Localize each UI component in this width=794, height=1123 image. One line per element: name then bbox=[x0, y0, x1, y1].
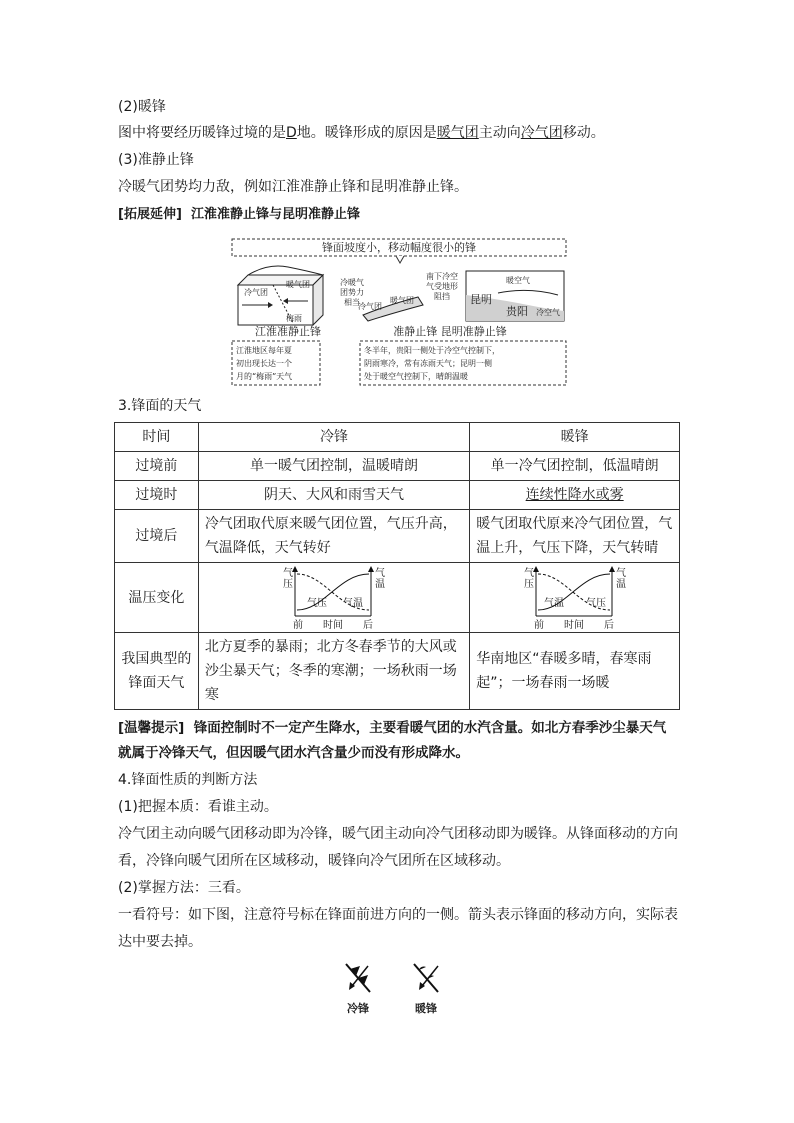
warm-chart-cell bbox=[470, 563, 680, 633]
right-warm: 暖空气 bbox=[506, 276, 530, 285]
para-symbol-1: 一看符号：如下图，注意符号标在锋面前进方向的一侧。箭头表示锋面的移动方向，实际表 bbox=[118, 907, 678, 923]
para-essence: (1)把握本质：看谁主动。 bbox=[118, 799, 278, 815]
cold-front-chart bbox=[279, 566, 389, 630]
warm-cell bbox=[470, 481, 680, 510]
y-left-1: 气 bbox=[283, 567, 294, 579]
heading-stationary-front: (3)准静止锋 bbox=[118, 152, 194, 168]
mid-cold: 冷气团 bbox=[358, 302, 382, 311]
table-header-cell: 暖锋 bbox=[470, 423, 680, 452]
y-left-2: 压 bbox=[523, 578, 534, 590]
x-tick-1: 前 bbox=[533, 619, 544, 630]
extension-tag: [拓展延伸] bbox=[118, 207, 182, 222]
text-segment: 地。暖锋形成的原因是 bbox=[296, 125, 437, 141]
extension-title: 江淮准静止锋与昆明准静止锋 bbox=[190, 207, 360, 222]
left-caption: 江淮准静止锋 bbox=[255, 325, 321, 338]
answer-cold-mass: 冷气团 bbox=[520, 125, 563, 141]
jianghuai-diagram bbox=[238, 266, 323, 338]
force-2: 团势力 bbox=[340, 288, 364, 297]
note-1: 南下冷空 bbox=[426, 272, 458, 281]
table-row bbox=[115, 452, 680, 481]
text-segment: 主动向 bbox=[478, 125, 521, 141]
tip-text-1: 锋面控制时不一定产生降水，主要看暖气团的水汽含量。如北方春季沙尘暴天气 bbox=[193, 720, 667, 736]
left-note-2: 初出现长达一个 bbox=[236, 359, 292, 368]
figure-svg bbox=[228, 235, 568, 387]
heading-judgement: 4.锋面性质的判断方法 bbox=[118, 772, 258, 788]
cloud-outline bbox=[248, 266, 323, 275]
cold-cell: 阴天、大风和雨雪天气 bbox=[198, 481, 469, 510]
table-row bbox=[115, 481, 680, 510]
table-row bbox=[115, 633, 680, 710]
table-row bbox=[115, 510, 680, 563]
note-3: 阻挡 bbox=[434, 292, 450, 301]
middle-schematic bbox=[340, 271, 458, 321]
para-method: (2)掌握方法：三看。 bbox=[118, 880, 250, 896]
para-symbol-2: 达中要去掉。 bbox=[118, 934, 202, 950]
force-1: 冷暖气 bbox=[340, 278, 364, 287]
curve-label-2: 气温 bbox=[343, 597, 364, 609]
right-note-1: 冬半年，贵阳一侧处于冷空气控制下， bbox=[364, 346, 500, 355]
warm-cell: 华南地区“春暖多晴，春寒雨起”；一场春雨一场暖 bbox=[470, 633, 680, 710]
left-label-rain: 梅雨 bbox=[286, 314, 302, 323]
left-note-3: 月的“梅雨”天气 bbox=[236, 372, 293, 381]
x-tick-2: 时间 bbox=[563, 619, 584, 630]
y-left-2: 压 bbox=[283, 578, 294, 590]
right-cold: 冷空气 bbox=[536, 308, 560, 317]
row-label: 过境时 bbox=[115, 481, 199, 510]
warm-cell: 单一冷气团控制，低温晴朗 bbox=[470, 452, 680, 481]
tip-line-1 bbox=[118, 718, 666, 738]
left-label-warm: 暖气团 bbox=[286, 280, 310, 289]
right-note-2: 阴雨寒冷，常有冻雨天气；昆明一侧 bbox=[364, 359, 492, 368]
heading-front-weather: 3.锋面的天气 bbox=[118, 398, 202, 414]
curve-label-2: 气压 bbox=[585, 597, 606, 609]
x-tick-1: 前 bbox=[293, 619, 304, 630]
tip-line-2: 就属于冷锋天气，但因暖气团水汽含量少而没有形成降水。 bbox=[118, 745, 469, 761]
text-segment: 图中将要经历暖锋过境的是 bbox=[118, 125, 286, 141]
y-right-2: 温 bbox=[615, 578, 626, 590]
row-label: 我国典型的锋面天气 bbox=[115, 633, 199, 710]
kunming-diagram bbox=[466, 271, 564, 321]
row-label: 过境前 bbox=[115, 452, 199, 481]
y-right-1: 气 bbox=[375, 567, 386, 579]
y-right-2: 温 bbox=[375, 578, 386, 590]
curve-label-1: 气压 bbox=[307, 597, 328, 609]
y-left-1: 气 bbox=[523, 567, 534, 579]
cold-cell: 冷气团取代原来暖气团位置，气压升高，气温降低，天气转好 bbox=[198, 510, 469, 563]
left-note-1: 江淮地区每年夏 bbox=[236, 346, 292, 355]
curve-label-1: 气温 bbox=[543, 597, 564, 609]
warm-front-icon bbox=[406, 960, 446, 996]
row-label: 过境后 bbox=[115, 510, 199, 563]
warm-front-chart bbox=[520, 566, 630, 630]
left-label-cold: 冷气团 bbox=[244, 288, 268, 297]
right-note-3: 处于暖空气控制下，晴朗温暖 bbox=[364, 372, 468, 381]
top-note: 锋面坡度小，移动幅度很小的锋 bbox=[322, 241, 476, 254]
mid-warm: 暖气团 bbox=[390, 296, 414, 305]
y-arrow-right bbox=[368, 566, 374, 572]
heading-warm-front: (2)暖锋 bbox=[118, 99, 166, 115]
block-top bbox=[238, 275, 323, 285]
note-2: 气受地形 bbox=[426, 282, 458, 291]
extension-heading bbox=[118, 205, 360, 225]
cold-chart-cell bbox=[198, 563, 469, 633]
row-label: 温压变化 bbox=[115, 563, 199, 633]
tip-tag: [温馨提示] bbox=[118, 720, 185, 736]
cold-cell: 单一暖气团控制，温暖晴朗 bbox=[198, 452, 469, 481]
stationary-front-figure bbox=[228, 235, 568, 387]
x-tick-2: 时间 bbox=[323, 619, 344, 630]
y-arrow-right bbox=[609, 566, 615, 572]
warm-front-text bbox=[118, 123, 605, 143]
x-tick-3: 后 bbox=[363, 619, 374, 630]
table-row bbox=[115, 563, 680, 633]
para-explain-1: 冷气团主动向暖气团移动即为冷锋，暖气团主动向冷气团移动即为暖锋。从锋面移动的方向 bbox=[118, 826, 678, 842]
warm-front-label: 暖锋 bbox=[415, 1002, 437, 1015]
table-header-cell: 冷锋 bbox=[198, 423, 469, 452]
cold-front-label: 冷锋 bbox=[347, 1002, 369, 1015]
warm-cell-text: 连续性降水或雾 bbox=[525, 487, 624, 503]
answer-warm-mass: 暖气团 bbox=[436, 125, 479, 141]
y-right-1: 气 bbox=[615, 567, 626, 579]
cold-front-symbol bbox=[338, 960, 378, 1016]
warm-cell: 暖气团取代原来冷气团位置，气温上升，气压下降，天气转晴 bbox=[470, 510, 680, 563]
right-kunming: 昆明 bbox=[470, 293, 492, 306]
right-guiyang: 贵阳 bbox=[506, 305, 528, 318]
stationary-front-text: 冷暖气团势均力敌，例如江淮准静止锋和昆明准静止锋。 bbox=[118, 179, 468, 195]
text-segment: 移动。 bbox=[562, 125, 605, 141]
table-header-cell: 时间 bbox=[115, 423, 199, 452]
force-3: 相当 bbox=[344, 298, 360, 307]
table-header-row bbox=[115, 423, 680, 452]
bottom-caption: 准静止锋 昆明准静止锋 bbox=[393, 325, 507, 338]
answer-d: D bbox=[286, 125, 297, 141]
front-weather-table bbox=[114, 422, 680, 710]
top-note-pointer bbox=[396, 256, 404, 263]
warm-front-symbol bbox=[406, 960, 446, 1016]
para-explain-2: 看，冷锋向暖气团所在区域移动，暖锋向冷气团所在区域移动。 bbox=[118, 853, 510, 869]
x-tick-3: 后 bbox=[603, 619, 614, 630]
cold-front-icon bbox=[338, 960, 378, 996]
cold-cell: 北方夏季的暴雨；北方冬春季节的大风或沙尘暴天气；冬季的寒潮；一场秋雨一场寒 bbox=[198, 633, 469, 710]
